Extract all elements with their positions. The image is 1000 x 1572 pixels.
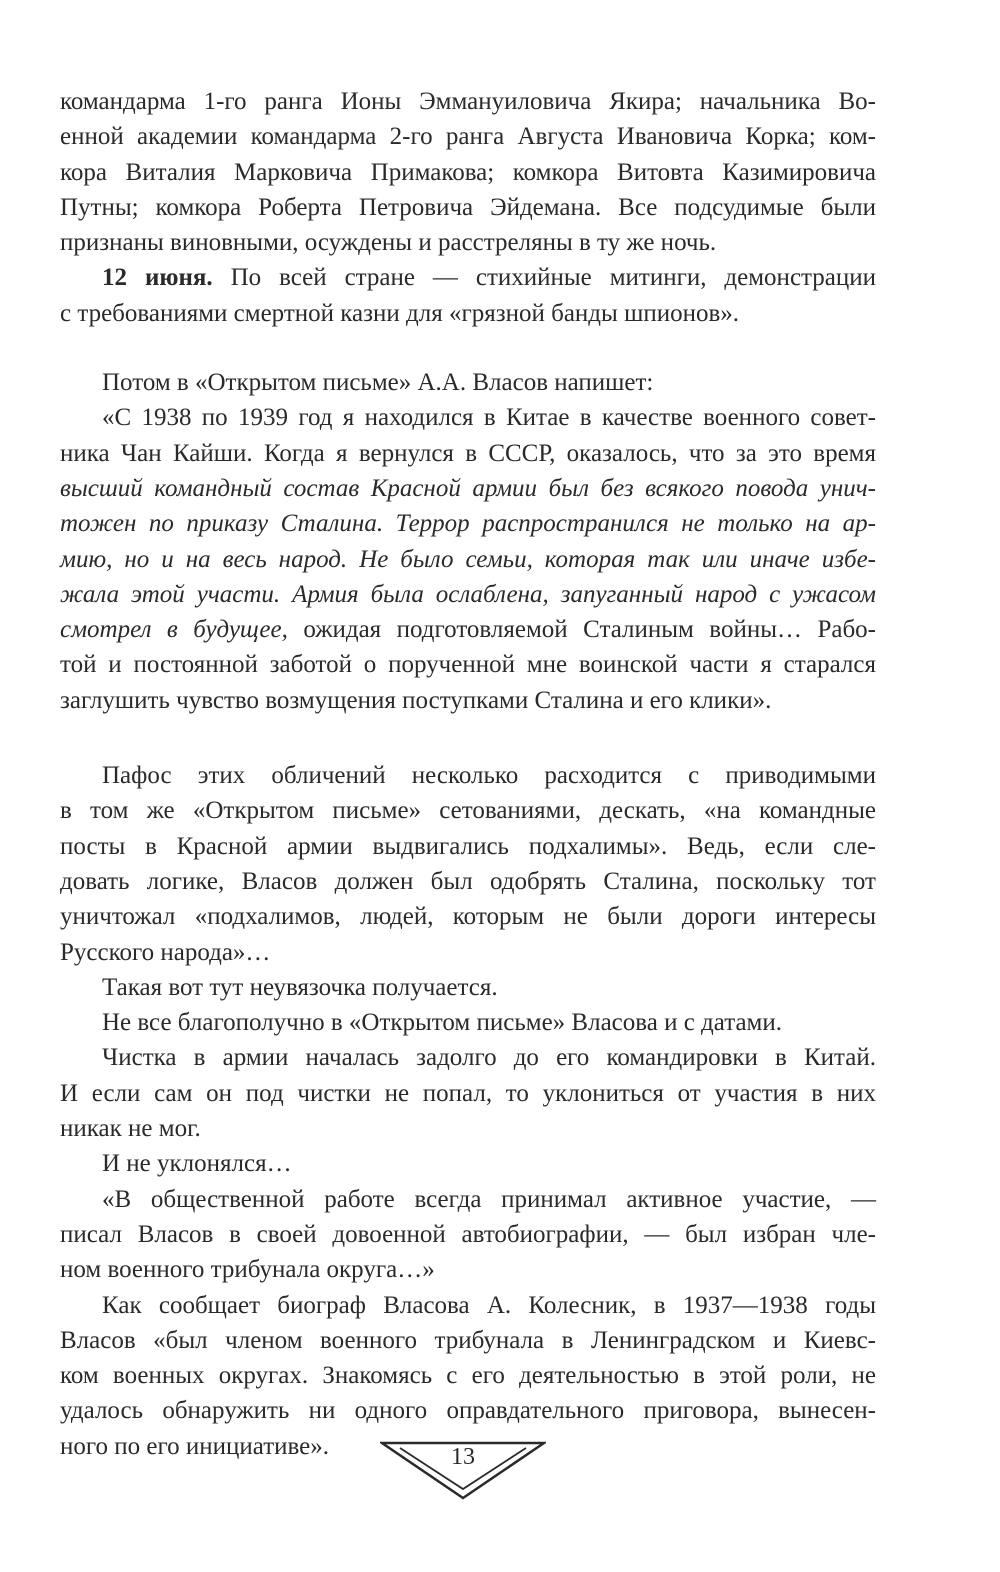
text-line: «С 1938 по 1939 год я находился в Китае в качестве военного совет- bbox=[102, 404, 876, 432]
paragraph bbox=[60, 84, 876, 260]
text-line: Не все благополучно в «Открытом письме» Власова и с датами. bbox=[102, 1009, 783, 1037]
paragraph bbox=[60, 1288, 876, 1464]
text-line: енной академии командарма 2-го ранга Августа Ивановича Корка; ком- bbox=[60, 123, 876, 151]
text-line: никак не мог. bbox=[60, 1115, 201, 1143]
paragraph bbox=[60, 1040, 876, 1146]
paragraph-gap bbox=[60, 718, 876, 758]
text-line: довать логике, Власов должен был одобрять Сталина, поскольку тот bbox=[60, 867, 876, 895]
italic-span: тожен по приказу Сталина. Террор распространился не только на ар- bbox=[60, 510, 876, 538]
text-line: командарма 1-го ранга Ионы Эммануиловича Якира; начальника Во- bbox=[60, 88, 876, 115]
text-line: с требованиями смертной казни для «грязной банды шпионов». bbox=[60, 299, 740, 327]
italic-span: жала этой участи. Армия была ослаблена, запуганный народ с ужасом bbox=[60, 580, 876, 608]
text-line: «В общественной работе всегда принимал активное участие, — bbox=[102, 1185, 876, 1213]
text-span: ожидая подготовляемой Сталиным войны… Рабо- bbox=[287, 616, 877, 644]
text-line: посты в Красной армии выдвигались подхалимы». Ведь, если сле- bbox=[60, 832, 876, 860]
text-line bbox=[60, 612, 876, 647]
text-line: Такая вот тут неувязочка получается. bbox=[102, 973, 498, 1001]
page-number: 13 bbox=[451, 1444, 475, 1470]
text-line: той и постоянной заботой о порученной мне воинской части я старался bbox=[60, 651, 876, 679]
text-line bbox=[60, 471, 876, 506]
text-line: ком военных округах. Знакомясь с его деятельностью в этой роли, не bbox=[60, 1362, 876, 1390]
paragraph bbox=[60, 1182, 876, 1288]
text-line: Путны; комкора Роберта Петровича Эйдемана. Все подсудимые были bbox=[60, 193, 876, 221]
paragraph-gap bbox=[60, 331, 876, 365]
paragraph bbox=[60, 970, 876, 1005]
text-line bbox=[60, 577, 876, 612]
text-line bbox=[60, 260, 876, 295]
text-line bbox=[60, 506, 876, 541]
text-line: в том же «Открытом письме» сетованиями, дескать, «на командные bbox=[60, 797, 876, 825]
page-body bbox=[60, 84, 876, 1464]
text-line: Власов «был членом военного трибунала в Ленинградском и Киевс- bbox=[60, 1326, 876, 1354]
paragraph bbox=[60, 365, 876, 400]
date-label: 12 июня. bbox=[102, 264, 213, 292]
text-line: Чистка в армии началась задолго до его командировки в Китай. bbox=[102, 1044, 876, 1072]
text-line: признаны виновными, осуждены и расстреляны в ту же ночь. bbox=[60, 229, 717, 257]
text-line: ного по его инициативе». bbox=[60, 1432, 330, 1460]
text-line: И не уклонялся… bbox=[102, 1150, 292, 1178]
dated-paragraph bbox=[60, 260, 876, 331]
quote-block bbox=[60, 400, 876, 718]
text-line: Как сообщает биограф Власова А. Колесник, в 1937—1938 годы bbox=[102, 1291, 876, 1319]
page-footer bbox=[380, 1440, 546, 1500]
italic-span: мию, но и на весь народ. Не было семьи, которая так или иначе избе- bbox=[60, 545, 876, 573]
text-line: удалось обнаружить ни одного оправдательного приговора, вынесен- bbox=[60, 1397, 876, 1425]
text-line: писал Власов в своей довоенной автобиографии, — был избран чле- bbox=[60, 1220, 876, 1248]
text-line: уничтожал «подхалимов, людей, которым не были дороги интересы bbox=[60, 903, 876, 931]
text-line: заглушить чувство возмущения поступками Сталина и его клики». bbox=[60, 686, 772, 714]
text-line: ника Чан Кайши. Когда я вернулся в СССР, оказалось, что за это время bbox=[60, 439, 876, 467]
text-line: ном военного трибунала округа…» bbox=[60, 1256, 435, 1284]
text-line: И если сам он под чистки не попал, то уклониться от участия в них bbox=[60, 1079, 876, 1107]
text-line: Русского народа»… bbox=[60, 938, 271, 966]
paragraph bbox=[60, 1146, 876, 1181]
text-span: По всей стране — стихийные митинги, демонстрации bbox=[230, 264, 876, 292]
text-line: Пафос этих обличений несколько расходится с приводимыми bbox=[102, 762, 876, 790]
paragraph bbox=[60, 1005, 876, 1040]
text-line: кора Виталия Марковича Примакова; комкора Витовта Казимировича bbox=[60, 158, 876, 186]
italic-span: смотрел в будущее, bbox=[60, 616, 288, 644]
text-line bbox=[60, 542, 876, 577]
italic-span: высший командный состав Красной армии был без всякого повода унич- bbox=[60, 474, 876, 502]
text-line: Потом в «Открытом письме» А.А. Власов напишет: bbox=[102, 369, 654, 397]
paragraph bbox=[60, 758, 876, 970]
